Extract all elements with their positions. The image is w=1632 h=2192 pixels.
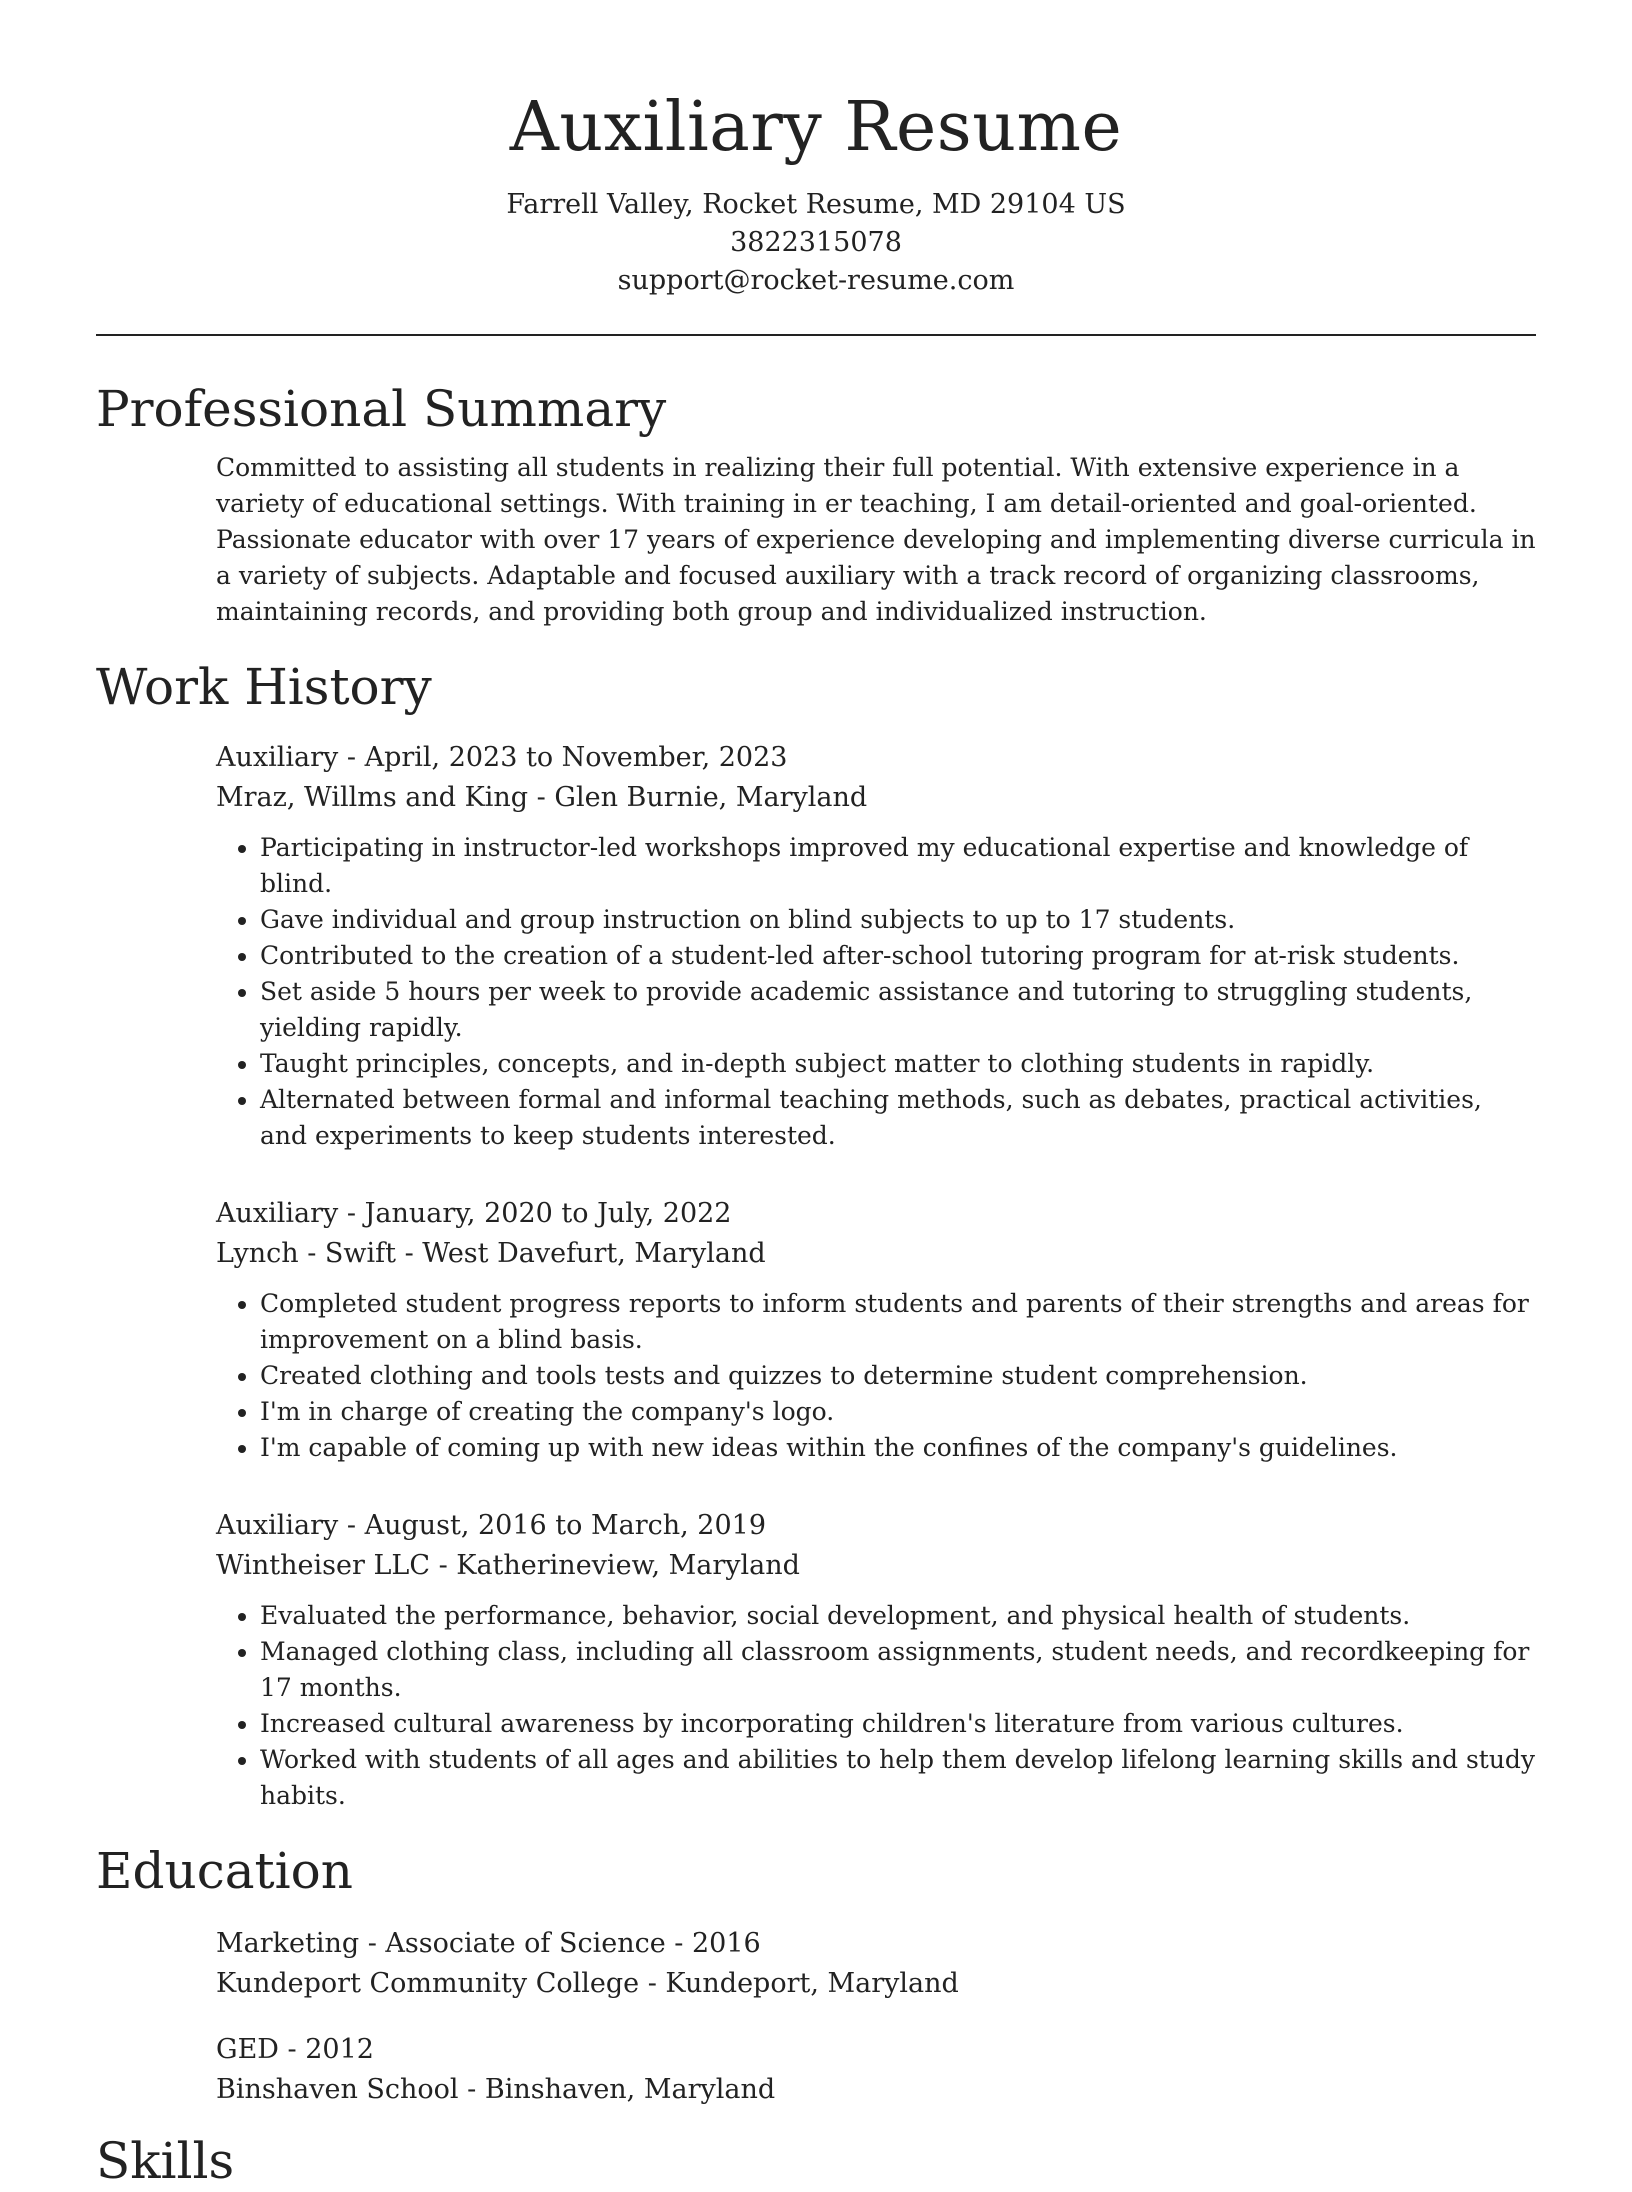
school: Kundeport Community College - Kundeport, Maryland	[216, 1968, 959, 1999]
job-duties-list	[216, 1598, 1536, 1814]
degree: Marketing - Associate of Science - 2016	[216, 1928, 761, 1959]
job-duty: • Gave individual and group instruction on blind subjects to up to 17 students.	[260, 902, 1536, 938]
summary-section	[96, 378, 1536, 630]
job-duty: • Managed clothing class, including all classroom assignments, student needs, and recordkeeping for 17 months.	[260, 1634, 1536, 1706]
address: Farrell Valley, Rocket Resume, MD 29104 US	[506, 189, 1126, 220]
work-history-section	[96, 656, 1536, 1814]
job-duty: • Contributed to the creation of a student-led after-school tutoring program for at-risk students.	[260, 938, 1536, 974]
job-duties-list	[216, 830, 1536, 1154]
job-duty: • Alternated between formal and informal teaching methods, such as debates, practical activities, and experiments to keep students interested.	[260, 1082, 1536, 1154]
job-title: Auxiliary - August, 2016 to March, 2019	[216, 1510, 767, 1541]
resume-page	[96, 0, 1536, 2192]
phone-number: 3822315078	[730, 227, 902, 258]
header-divider	[96, 334, 1536, 336]
job-company: Mraz, Willms and King - Glen Burnie, Maryland	[216, 782, 868, 813]
job-entry	[216, 1194, 1536, 1466]
job-duty: • Created clothing and tools tests and quizzes to determine student comprehension.	[260, 1358, 1536, 1394]
job-duty: • Increased cultural awareness by incorporating children's literature from various cultures.	[260, 1706, 1536, 1742]
skills-section	[96, 2130, 1536, 2192]
job-entry	[216, 1506, 1536, 1814]
job-duty: • I'm capable of coming up with new ideas within the confines of the company's guidelines.	[260, 1430, 1536, 1466]
summary-text: Committed to assisting all students in realizing their full potential. With extensive experience in a variety of educational settings. With training in er teaching, I am detail-oriented and goal-oriented. Passionate educator with over 17 years of experience developing and implementing diverse curricula in a variety of subjects. Adaptable and focused auxiliary with a track record of organizing classrooms, maintaining records, and providing both group and individualized instruction.	[216, 453, 1536, 626]
job-company: Wintheiser LLC - Katherineview, Maryland	[216, 1550, 800, 1581]
skills-heading: Skills	[96, 2132, 235, 2190]
job-company: Lynch - Swift - West Davefurt, Maryland	[216, 1238, 766, 1269]
job-duty: • I'm in charge of creating the company's logo.	[260, 1394, 1536, 1430]
degree: GED - 2012	[216, 2034, 374, 2065]
work-history-heading: Work History	[96, 658, 432, 716]
summary-heading: Professional Summary	[96, 380, 667, 438]
job-duty: • Worked with students of all ages and abilities to help them develop lifelong learning skills and study habits.	[260, 1742, 1536, 1814]
job-duty: • Completed student progress reports to inform students and parents of their strengths and areas for improvement on a blind basis.	[260, 1286, 1536, 1358]
job-duty: • Participating in instructor-led workshops improved my educational expertise and knowledge of blind.	[260, 830, 1536, 902]
job-duty: • Evaluated the performance, behavior, social development, and physical health of students.	[260, 1598, 1536, 1634]
education-section	[96, 1840, 1536, 2110]
resume-name: Auxiliary Resume	[509, 88, 1123, 167]
job-title: Auxiliary - January, 2020 to July, 2022	[216, 1198, 732, 1229]
email-address: support@rocket-resume.com	[617, 265, 1015, 296]
contact-info	[96, 186, 1536, 300]
education-entry	[216, 1924, 1536, 2004]
school: Binshaven School - Binshaven, Maryland	[216, 2074, 776, 2105]
job-entry	[216, 738, 1536, 1154]
resume-header	[96, 0, 1536, 300]
job-duty: • Set aside 5 hours per week to provide academic assistance and tutoring to struggling students, yielding rapidly.	[260, 974, 1536, 1046]
job-title: Auxiliary - April, 2023 to November, 2023	[216, 742, 788, 773]
education-entry	[216, 2030, 1536, 2110]
job-duties-list	[216, 1286, 1536, 1466]
job-duty: • Taught principles, concepts, and in-depth subject matter to clothing students in rapidly.	[260, 1046, 1536, 1082]
education-heading: Education	[96, 1842, 353, 1900]
